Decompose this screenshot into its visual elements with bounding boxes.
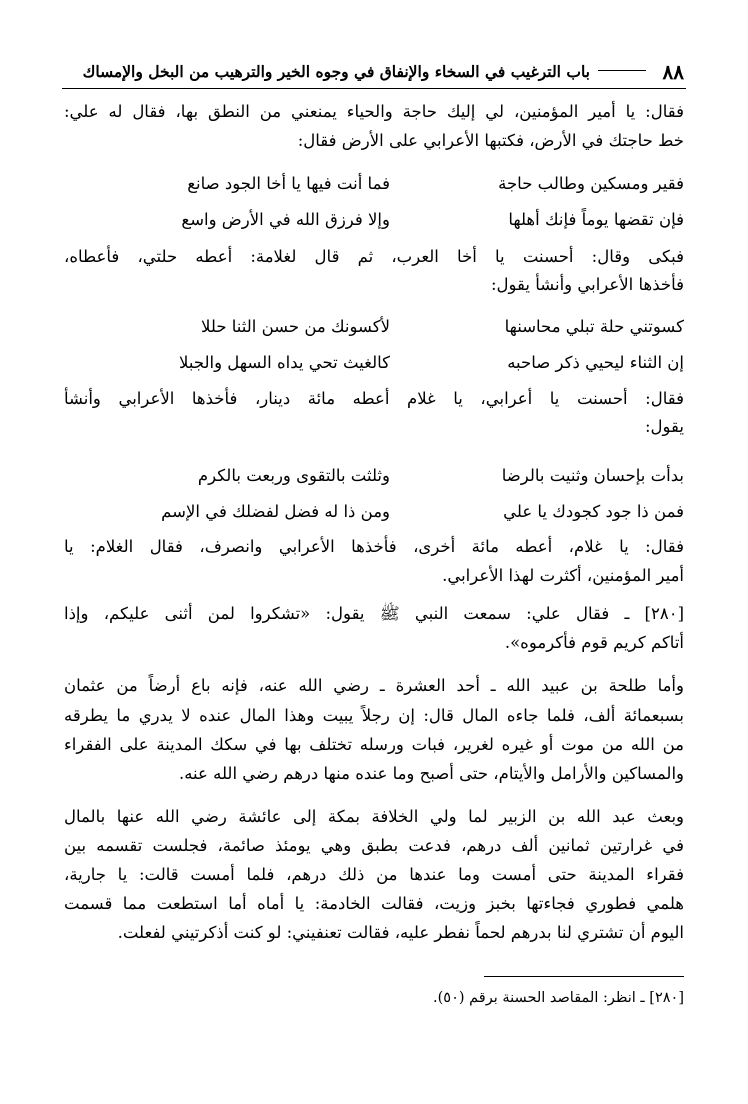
verse-second-hemistich: وثلثت بالتقوى وربعت بالكرم: [197, 466, 390, 485]
verse-first-hemistich: بدأت بإحسان وثنيت بالرضا: [501, 466, 684, 485]
text-line: من الله من موت أو غيره لغرير، فبات ورسله تختلف بها في سكك المدينة على الفقراء: [64, 735, 684, 754]
verse-second-hemistich: فما أنت فيها يا أخا الجود صانع: [187, 174, 390, 193]
text-line: وأما طلحة بن عبيد الله ـ أحد العشرة ـ رضي الله عنه، فإنه باع أرضاً من عثمان: [64, 676, 684, 695]
text-line: اليوم أن تشتري لنا بدرهم لحماً نفطر عليه، فقالت تعنفيني: لو كنت أذكرتيني لفعلت.: [117, 923, 684, 942]
footnote: [٢٨٠] ـ انظر: المقاصد الحسنة برقم (٥٠).: [433, 990, 684, 1006]
text-line: فأخذها الأعرابي وأنشأ يقول:: [490, 275, 684, 294]
text-line: في غرارتين ثمانين ألف درهم، فدعت بطبق وهي يومئذ صائمة، فجلست تقسمه بين: [64, 836, 684, 855]
text-line: بسبعمائة ألف، فلما جاءه المال قال: إن رجلاً يبيت وهذا المال عنده لا يدري ما يطرقه: [64, 706, 684, 725]
text-line: هلمي فطوري فجاءتها بخبز وزيت، فقالت الخادمة: يا أماه أما استطعت مما قسمت: [64, 894, 684, 913]
text-line: خط حاجتك في الأرض، فكتبها الأعرابي على الأرض فقال:: [297, 131, 684, 150]
verse-second-hemistich: كالغيث تحي يداه السهل والجبلا: [179, 353, 390, 372]
verse-second-hemistich: ومن ذا له فضل لفضلك في الإسم: [161, 502, 390, 521]
text-line: فقال: يا أمير المؤمنين، لي إليك حاجة والحياء يمنعني من النطق بها، فقال له علي:: [64, 102, 684, 121]
text-line: وبعث عبد الله بن الزبير لما ولي الخلافة بمكة إلى عائشة رضي الله عنها بالمال: [64, 807, 684, 826]
hadith-line: أتاكم كريم قوم فأكرموه».: [504, 633, 684, 652]
text-line: والمساكين والأرامل والأيتام، حتى أصبح وما عنده منها درهم رضي الله عنه.: [178, 764, 684, 783]
hadith-line: [٢٨٠] ـ فقال علي: سمعت النبي ﷺ يقول: «تشكروا لمن أثنى عليكم، وإذا: [64, 604, 684, 623]
text-line: فقال: يا غلام، أعطه مائة أخرى، فأخذها الأعرابي وانصرف، فقال الغلام: يا: [64, 537, 684, 556]
footnote-separator: [484, 976, 684, 977]
text-line: أمير المؤمنين، أكثرت لهذا الأعرابي.: [442, 566, 684, 585]
verse-first-hemistich: فإن تقضها يوماً فإنك أهلها: [508, 210, 684, 229]
verse-first-hemistich: كسوتني حلة تبلي محاسنها: [504, 317, 684, 336]
header-dash: [598, 70, 646, 71]
verse-first-hemistich: فقير ومسكين وطالب حاجة: [498, 174, 684, 193]
verse-first-hemistich: فمن ذا جود كجودك يا علي: [503, 502, 684, 521]
page-number: ٨٨: [662, 60, 684, 84]
verse-second-hemistich: وإلا فرزق الله في الأرض واسع: [181, 210, 390, 229]
chapter-title: باب الترغيب في السخاء والإنفاق في وجوه الخير والترهيب من البخل والإمساك: [82, 62, 590, 81]
text-line: فبكى وقال: أحسنت يا أخا العرب، ثم قال لغلامة: أعطه حلتي، فأعطاه،: [64, 247, 684, 266]
text-line: فقال: أحسنت يا أعرابي، يا غلام أعطه مائة دينار، فأخذها الأعرابي وأنشأ: [64, 389, 684, 408]
running-header: [62, 58, 686, 89]
verse-first-hemistich: إن الثناء ليحيي ذكر صاحبه: [507, 353, 684, 372]
text-line: فقراء المدينة حتى أمست وما عندها من ذلك درهم، فلما أمست قالت: يا جارية،: [64, 865, 684, 884]
verse-second-hemistich: لأكسونك من حسن الثنا حللا: [201, 317, 390, 336]
text-line: يقول:: [644, 417, 684, 436]
